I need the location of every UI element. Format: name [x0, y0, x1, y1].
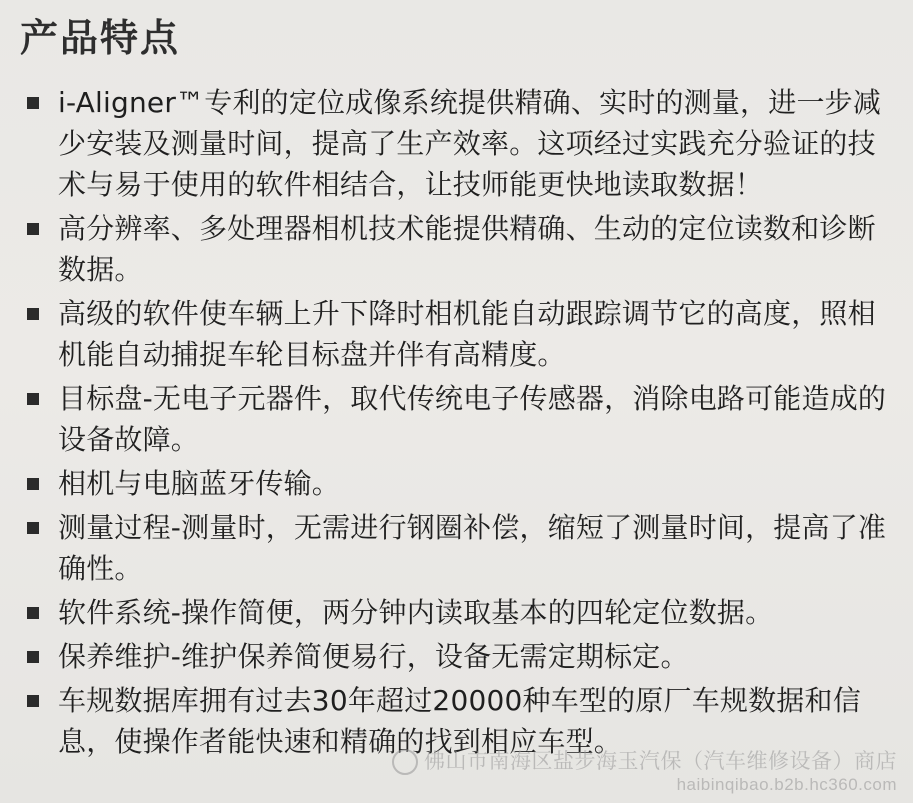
feature-item [0, 507, 913, 589]
feature-item [0, 592, 913, 633]
square-bullet-icon [27, 97, 39, 109]
feature-item [0, 636, 913, 677]
feature-list [0, 82, 913, 765]
watermark-url: haibinqibao.b2b.hc360.com [676, 775, 897, 794]
feature-item [0, 463, 913, 504]
square-bullet-icon [27, 308, 39, 320]
feature-text: 相机与电脑蓝牙传输。 [58, 467, 341, 500]
watermark [392, 749, 897, 795]
feature-text: 高分辨率、多处理器相机技术能提供精确、生动的定位读数和诊断数据。 [58, 212, 876, 286]
feature-text: 高级的软件使车辆上升下降时相机能自动跟踪调节它的高度，照相机能自动捕捉车轮目标盘并伴有高精度。 [58, 297, 876, 371]
feature-text: 软件系统-操作简便，两分钟内读取基本的四轮定位数据。 [58, 596, 774, 629]
feature-item [0, 208, 913, 290]
feature-item [0, 293, 913, 375]
square-bullet-icon [27, 522, 39, 534]
feature-text: 车规数据库拥有过去30年超过20000种车型的原厂车规数据和信息，使操作者能快速和精确的找到相应车型。 [58, 684, 861, 758]
square-bullet-icon [27, 651, 39, 663]
square-bullet-icon [27, 393, 39, 405]
page-title: 产品特点 [20, 16, 181, 60]
square-bullet-icon [27, 607, 39, 619]
feature-item [0, 378, 913, 460]
feature-text: i-Aligner™专利的定位成像系统提供精确、实时的测量，进一步减少安装及测量时间，提高了生产效率。这项经过实践充分验证的技术与易于使用的软件相结合，让技师能更快地读取数据！ [58, 86, 882, 201]
feature-text: 测量过程-测量时，无需进行钢圈补偿，缩短了测量时间，提高了准确性。 [58, 511, 887, 585]
feature-item [0, 82, 913, 205]
feature-text: 目标盘-无电子元器件，取代传统电子传感器，消除电路可能造成的设备故障。 [58, 382, 887, 456]
square-bullet-icon [27, 223, 39, 235]
square-bullet-icon [27, 695, 39, 707]
feature-text: 保养维护-维护保养简便易行，设备无需定期标定。 [58, 640, 689, 673]
watermark-logo-icon [392, 749, 418, 775]
square-bullet-icon [27, 478, 39, 490]
watermark-store-name: 佛山市南海区盐步海玉汽保（汽车维修设备）商店 [392, 749, 897, 775]
